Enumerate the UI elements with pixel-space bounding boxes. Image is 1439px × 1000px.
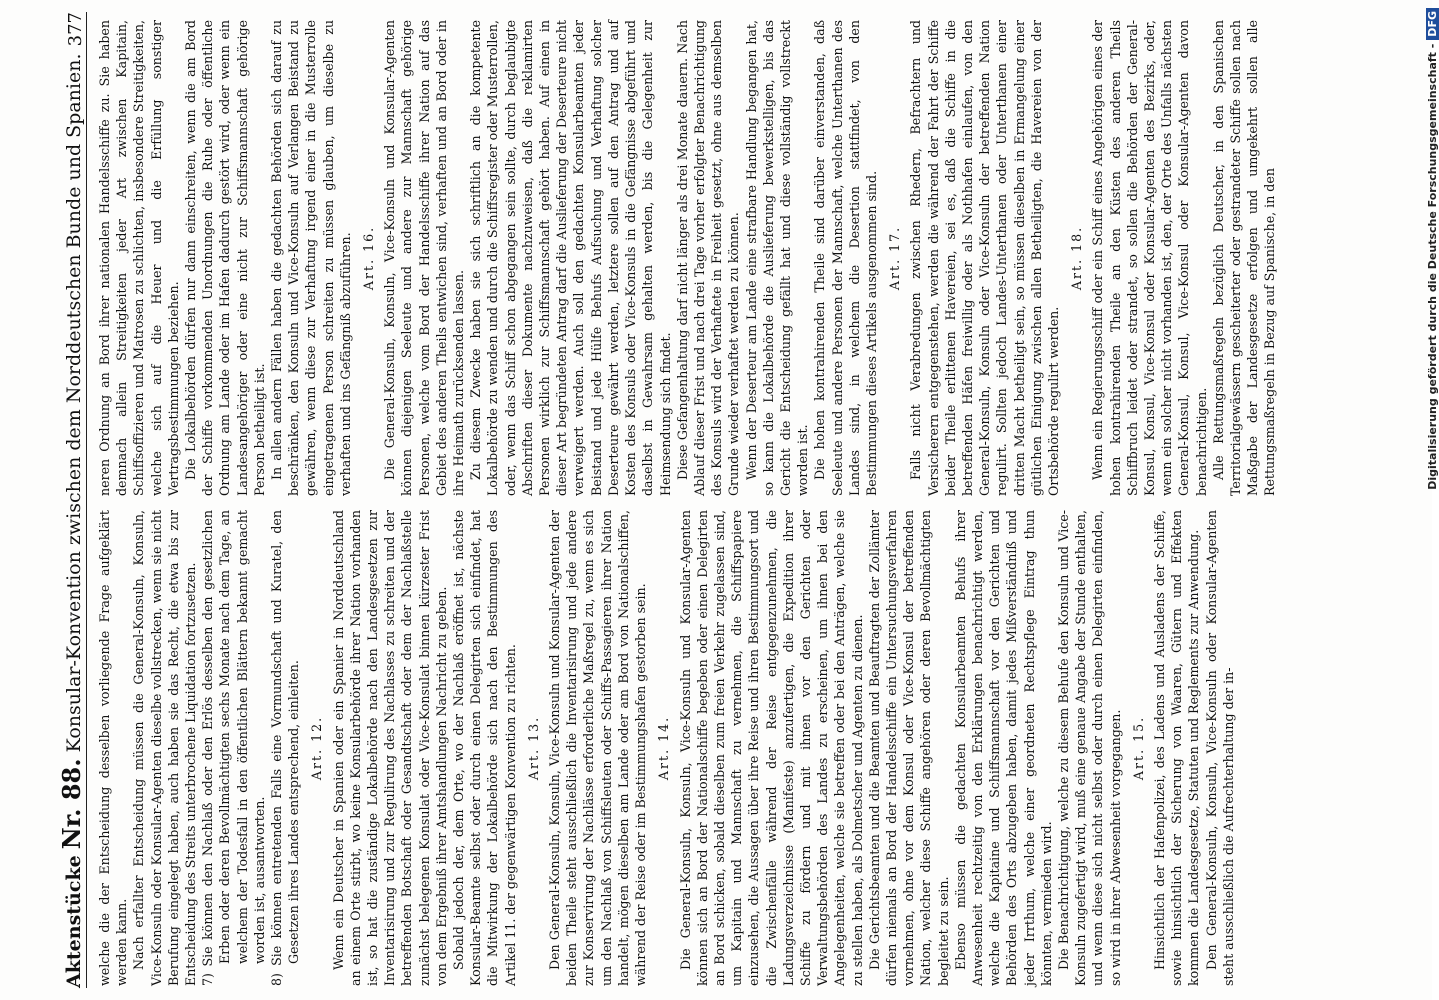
header-left [57, 54, 86, 989]
paragraph: Die General-Konsuln, Konsuln, Vice-Konsuln und Konsular-Agenten können diejenigen Seeleute und andere zur Mannschaft gehörige Personen, welche vom Bord der Handelsschiffe ihrer Nation auf das Gebiet des anderen Theils entwichen sind, verhaften und an Bord oder in ihre Heimath zurücksenden lassen. [382, 20, 467, 496]
paragraph: Den General-Konsuln, Konsuln, Vice-Konsuln oder Konsular-Agenten steht ausschließlich die Aufrechterhaltung der in- [1203, 510, 1236, 986]
paragraph: Zu diesem Zwecke haben sie sich schriftlich an die kompetente Lokalbehörde zu wenden und durch die Schiffsregister oder Musterrollen, oder, wenn das Schiff schon abgegangen sein sollte, durch beglaubigte Abschriften dieser Dokumente nachzuweisen, daß die reklamirten Personen wirklich zur Schiffsmannschaft gehört haben. Auf einen in dieser Art begründeten Antrag darf die Auslieferung der Deserteure nicht verweigert werden. Auch soll den gedachten Konsularbeamten jeder Beistand und jede Hülfe Behufs Aufsuchung und Verhaftung solcher Deserteure gewährt werden, letztere sollen auf den Antrag und auf Kosten des Konsuls oder Vice-Konsuls in die Gefängnisse abgeführt und daselbst in Gewahrsam gehalten werden, bis die Gelegenheit zur Heimsendung sich findet. [468, 20, 673, 496]
dfg-logo: DFG [1426, 8, 1439, 40]
item-text: Sie können den Nachlaß oder den Erlös desselben den gesetzlichen Erben oder deren Bevollmächtigten sechs Monate nach dem Tage, an welchem der Todesfall in den öffentlichen Blättern bekannt gemacht worden ist, ausantworten. [200, 510, 267, 967]
paragraph: welche die der Entscheidung desselben vorliegende Frage aufgeklärt werden kann. [97, 510, 130, 986]
credit-label: Digitalisierung gefördert durch die Deutsche Forschungsgemeinschaft - [1426, 43, 1439, 490]
paragraph: Alle Rettungsmaßregeln bezüglich Deutscher, in den Spanischen Territorialgewässern gescheiterter oder gestrandeter Schiffe sollen nach Maßgabe der Landesgesetze erfolgen und umgekehrt sollen alle Rettungsmaßregeln in Bezug auf Spanische, in den [1210, 20, 1278, 496]
left-column [96, 510, 1396, 986]
paragraph: Wenn ein Regierungsschiff oder ein Schiff eines Angehörigen eines der hohen kontrahirenden Theile an den Küsten des anderen Theils Schiffbruch leidet oder strandet, so sollen die Behörden der General-Konsul, Konsul, Vice-Konsul oder Konsular-Agenten des Bezirks, oder, wenn ein solcher nicht vorhanden ist, den, der Orte des Unfalls nächsten General-Konsul, Konsul, Vice-Konsul oder Konsular-Agenten davon benachrichtigen. [1090, 20, 1209, 496]
paragraph: Wenn der Deserteur am Lande eine strafbare Handlung begangen hat, so kann die Lokalbehörde die Auslieferung bewerkstelligen, bis das Gericht die Entscheidung gefällt hat und diese vollständig vollstreckt worden ist. [743, 20, 811, 496]
article-heading: Art. 17. [887, 225, 903, 291]
paragraph: Den General-Konsuln, Konsuln, Vice-Konsuln und Konsular-Agenten der beiden Theile steht ausschließlich die Inventarisirung und jede andere zur Konservirung der Nachlässe erforderliche Maßregel zu, wenn es sich um den Nachlaß von Schiffsleuten oder Schiffs-Passagieren ihrer Nation handelt, mögen dieselben am Lande oder am Bord von Nationalschiffen, während der Reise oder im Bestimmungshafen gestorben sein. [547, 510, 649, 986]
paragraph: Hinsichtlich der Hafenpolizei, des Ladens und Ausladens der Schiffe, sowie hinsichtlich der Sicherung von Waaren, Gütern und Effekten kommen die Landesgesetze, Statuten und Reglements zur Anwendung. [1151, 510, 1202, 986]
paragraph: Die hohen kontrahirenden Theile sind darüber einverstanden, daß Seeleute und andere Personen der Mannschaft, welche Unterthanen des Landes sind, in welchem die Desertion stattfindet, von den Bestimmungen dieses Artikels ausgenommen sind. [812, 20, 879, 496]
article-heading: Art. 13. [525, 715, 541, 781]
item-text: Sie können entretenden Falls eine Vormundschaft und Kuratel, den Gesetzen ihres Landes entsprechend, einleiten. [269, 510, 302, 966]
paragraph: Die Lokalbehörden dürfen nur dann einschreiten, wenn die am Bord der Schiffe vorkommenden Unordnungen die Ruhe oder öffentliche Ordnung am Lande oder im Hafen dadurch gestört wird, oder wenn ein Landesangehöriger oder eine nicht zur Schiffsmannschaft gehörige Person betheiligt ist. [183, 20, 267, 496]
paragraph: neren Ordnung an Bord ihrer nationalen Handelsschiffe zu. Sie haben demnach allein Streitigkeiten jeder Art zwischen Kapitain, Schiffsoffizieren und Matrosen zu schlichten, insbesondere Streitigkeiten, welche sich auf die Heuer und die Erfüllung sonstiger Vertragsbestimmungen beziehen. [97, 20, 181, 496]
paragraph: Diese Gefangenhaltung darf nicht länger als drei Monate dauern. Nach Ablauf dieser Frist und nach drei Tage vorher erfolgter Benachrichtigung des Konsuls wird der Verhaftete in Freiheit gesetzt, ohne aus demselben Grunde wieder verhaftet werden zu können. [674, 20, 742, 496]
paragraph: Sobald jedoch der, dem Orte, wo der Nachlaß eröffnet ist, nächste Konsular-Beamte selbst oder durch einen Delegirten sich einfindet, hat die Mitwirkung der Lokalbehörde sich nach den Bestimmungen des Artikel 11. der gegenwärtigen Konvention zu richten. [451, 510, 518, 986]
paragraph: Die Benachrichtigung, welche zu diesem Behufe den Konsuln und Vice-Konsuln zugefertigt wird, muß eine genaue Angabe der Stunde enthalten, und wenn diese sich nicht selbst oder durch einen Delegirten einfinden, so wird in ihrer Abwesenheit vorgegangen. [1055, 510, 1123, 986]
list-item-7 [199, 510, 268, 986]
article-heading: Art. 14. [656, 715, 672, 781]
article-heading: Art. 18. [1069, 225, 1085, 291]
article-heading: Art. 16. [361, 225, 377, 291]
digitization-credit [1400, 0, 1439, 1000]
credit-text [1426, 0, 1439, 1000]
right-column [96, 20, 1396, 496]
header-number: Nr. 88. [57, 758, 86, 850]
list-item-8 [268, 510, 302, 986]
header-prefix: Aktenstücke [63, 855, 85, 988]
paragraph: Ebenso müssen die gedachten Konsularbeamten Behufs ihrer Anwesenheit rechtzeitig von den Erklärungen benachrichtigt werden, welche die Kapitaine und Schiffsmannschaft vor den Gerichten und Behörden des Orts abzugeben haben, damit jedes Mißverständniß und jeder Irrthum, welche einer geordneten Rechtspflege Eintrag thun könnten, vermieden wird. [952, 510, 1054, 986]
paragraph: Wenn ein Deutscher in Spanien oder ein Spanier in Norddeutschland an einem Orte stirbt, wo keine Konsularbehörde ihrer Nation vorhanden ist, so hat die zuständige Lokalbehörde nach den Landesgesetzen zur Inventarisirung und zur Regulirung des Nachlasses zu schreiten und der betreffenden Botschaft oder Gesandtschaft oder dem der Nachlaßstelle zunächst belegenen Konsulat oder Vice-Konsulat binnen kürzester Frist von dem Ergebniß ihrer Amtshandlungen Nachricht zu geben. [330, 510, 449, 986]
page-header [58, 12, 87, 988]
item-number: 8) [269, 973, 285, 986]
paragraph: Die General-Konsuln, Konsuln, Vice-Konsuln und Konsular-Agenten können sich an Bord der Nationalschiffe begeben oder einen Delegirten an Bord schicken, sobald dieselben zum freien Verkehr zugelassen sind, um Kapitain und Mannschaft zu vernehmen, die Schiffspapiere einzusehen, die Aussagen über ihre Reise und ihren Bestimmungsort und die Zwischenfälle während der Reise entgegenzunehmen, die Ladungsverzeichnisse (Manifeste) anzufertigen, die Expedition ihrer Schiffe zu fördern und mit ihnen vor den Gerichten oder Verwaltungsbehörden des Landes zu erscheinen, um ihnen bei den Angelegenheiten, welche sie betreffen oder bei den Anträgen, welche sie zu stellen haben, als Dolmetscher und Agenten zu dienen. [677, 510, 865, 986]
header-title: Konsular-Konvention zwischen dem Norddeutschen Bunde und Spanien. [63, 53, 85, 753]
paragraph: Nach erfallter Entscheidung müssen die General-Konsuln, Konsuln, Vice-Konsuln oder Konsular-Agenten dieselbe vollstrecken, wenn sie nicht Berufung eingelegt haben, auch haben sie das Recht, die etwa bis zur Entscheidung des Streits unterbrochene Liquidation fortzusetzen. [131, 510, 199, 986]
article-heading: Art. 12. [309, 715, 325, 781]
item-number: 7) [200, 973, 216, 986]
paragraph: Die Gerichtsbeamten und die Beamten und Beauftragten der Zollämter dürfen niemals an Bord der Handelsschiffe ein Untersuchungsverfahren vornehmen, ohne vor dem Konsul oder Vice-Konsul der betreffenden Nation, welcher diese Schiffe angehören oder deren Bevollmächtigten begleitet zu sein. [866, 510, 951, 986]
article-heading: Art. 15. [1130, 715, 1146, 781]
paragraph: In allen andern Fällen haben die gedachten Behörden sich darauf zu beschränken, den Konsuln und Vice-Konsuln auf Verlangen Beistand zu gewähren, wenn diese zur Verhaftung irgend einer in die Musterrolle eingetragenen Person schreiten zu müssen glauben, um dieselbe zu verhaften und ins Gefängniß abzuführen. [269, 20, 353, 496]
page-number: 377 [65, 12, 86, 47]
paragraph: Falls nicht Verabredungen zwischen Rhedern, Befrachtern und Versicherern entgegenstehen, werden die während der Fahrt der Schiffe beider Theile erlittenen Havereien, sei es, daß die Schiffe in die betreffenden Häfen freiwillig oder als Nothhafen einlaufen, von den General-Konsuln, Konsuln oder Vice-Konsuln der betreffenden Nation regulirt. Sollten jedoch Landes-Unterthanen oder Unterthanen einer dritten Macht betheiligt sein, so müssen dieselben in Ermangelung einer gütlichen Einigung zwischen allen Betheiligten, die Havereien von der Ortsbehörde regulirt werden. [908, 20, 1061, 496]
